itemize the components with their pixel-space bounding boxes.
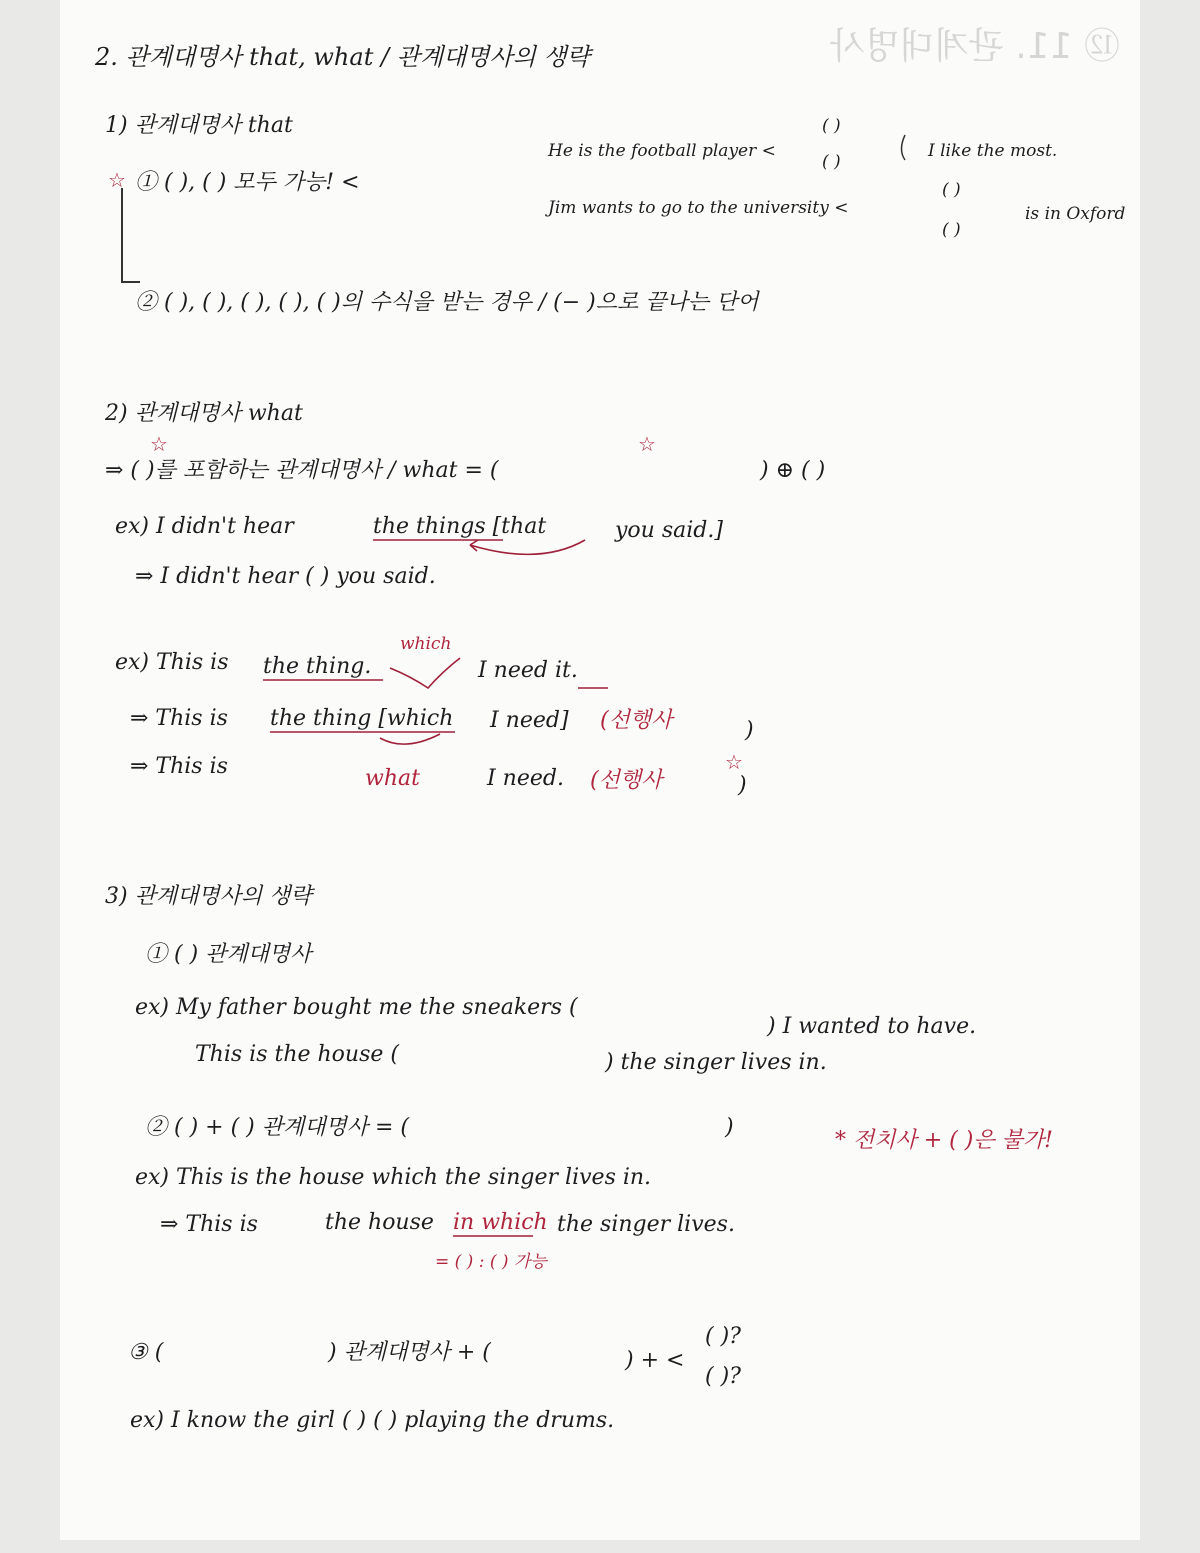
section2-example1-start: ex) I didn't hear <box>115 514 294 539</box>
antecedent-note-close: ) <box>745 718 754 743</box>
section2-example2-antecedent: the thing. <box>263 654 372 679</box>
section2-example2-start: ex) This is <box>115 650 229 675</box>
section2-definition: ⇒ ( )를 포함하는 관계대명사 / what = ( <box>105 458 499 483</box>
star-mark: ☆ <box>725 750 743 774</box>
section3-example3: ex) I know the girl ( ) ( ) playing the drums. <box>130 1408 615 1433</box>
which-insert-mark <box>390 658 460 688</box>
arrow-that-head <box>470 540 478 551</box>
example2-tail: is in Oxford <box>1025 204 1126 224</box>
antecedent-note-close: ) <box>738 773 747 798</box>
section2-example2-line2-clause: the thing [which <box>270 706 454 731</box>
section1-item2: ② ( ), ( ), ( ), ( ), ( )의 수식을 받는 경우 / (− )으로 끝나는 단어 <box>135 290 759 315</box>
section3-example1-line2-start: This is the house ( <box>195 1042 399 1067</box>
what-answer: what <box>365 766 420 791</box>
worksheet-page <box>60 0 1140 1540</box>
section1-example1: He is the football player < <box>548 141 776 161</box>
example1-tail: I like the most. <box>928 141 1058 161</box>
section1-example2: Jim wants to go to the university < <box>548 198 849 218</box>
bracket-line <box>122 188 140 282</box>
brace-ex1 <box>902 135 906 160</box>
section3-example2-rewrite-start: ⇒ This is <box>160 1212 258 1237</box>
star-mark: ☆ <box>150 432 168 456</box>
example2-blank-top: ( ) <box>942 180 961 200</box>
example1-blank-bottom: ( ) <box>822 152 841 172</box>
in-which-note: = ( ) : ( ) 가능 <box>435 1252 547 1272</box>
section2-example2-line3-start: ⇒ This is <box>130 754 228 779</box>
arrow-which <box>380 734 440 744</box>
section3-example2-rewrite-end: the singer lives. <box>557 1212 735 1237</box>
arrow-that <box>470 540 585 554</box>
section2-example2-line2-end: I need] <box>490 708 569 733</box>
section2-definition-tail: ) ⊕ ( ) <box>760 458 826 483</box>
section3-example2-house: the house <box>325 1210 434 1235</box>
section3-item2: ② ( ) + ( ) 관계대명사 = ( <box>145 1115 409 1140</box>
section3-example1-end: ) I wanted to have. <box>767 1014 977 1039</box>
which-label: which <box>400 634 452 654</box>
section2-example2-end: I need it. <box>478 658 578 683</box>
in-which-phrase: in which <box>453 1210 548 1235</box>
section3-item1: ① ( ) 관계대명사 <box>145 942 312 967</box>
section1-heading: 1) 관계대명사 that <box>105 113 293 138</box>
section2-example1-antecedent: the things [that <box>373 514 547 539</box>
section2-example1-rewrite: ⇒ I didn't hear ( ) you said. <box>135 564 436 589</box>
section3-item3-end: ) + < <box>625 1348 685 1373</box>
section3-item3-mid: ) 관계대명사 + ( <box>328 1340 491 1365</box>
star-mark: ☆ <box>638 432 656 456</box>
section3-item2-close: ) <box>725 1115 734 1140</box>
item3-blank-top: ( )? <box>705 1324 741 1349</box>
section3-example1-start: ex) My father bought me the sneakers ( <box>135 995 578 1020</box>
section2-heading: 2) 관계대명사 what <box>105 401 303 426</box>
antecedent-note: (선행사 <box>590 768 663 793</box>
section2-example1-end: you said.] <box>615 518 723 543</box>
section3-item3-start: ③ ( <box>128 1340 164 1365</box>
item3-blank-bottom: ( )? <box>705 1364 741 1389</box>
section3-heading: 3) 관계대명사의 생략 <box>105 884 312 909</box>
page-title: 2. 관계대명사 that, what / 관계대명사의 생략 <box>95 43 590 71</box>
section1-item1: ① ( ), ( ) 모두 가능! < <box>135 170 360 195</box>
example1-blank-top: ( ) <box>822 116 841 136</box>
section2-example2-line2-start: ⇒ This is <box>130 706 228 731</box>
star-mark: ☆ <box>108 168 126 192</box>
example2-blank-bottom: ( ) <box>942 220 961 240</box>
section3-example2: ex) This is the house which the singer lives in. <box>135 1165 652 1190</box>
antecedent-note: (선행사 <box>600 708 673 733</box>
ghost-header: ⑫ 11. 관계대명사 <box>829 26 1120 67</box>
section2-example2-line3-end: I need. <box>487 766 564 791</box>
preposition-note: * 전치사 + ( )은 불가! <box>835 1128 1053 1153</box>
section3-example1-line2-end: ) the singer lives in. <box>605 1050 827 1075</box>
